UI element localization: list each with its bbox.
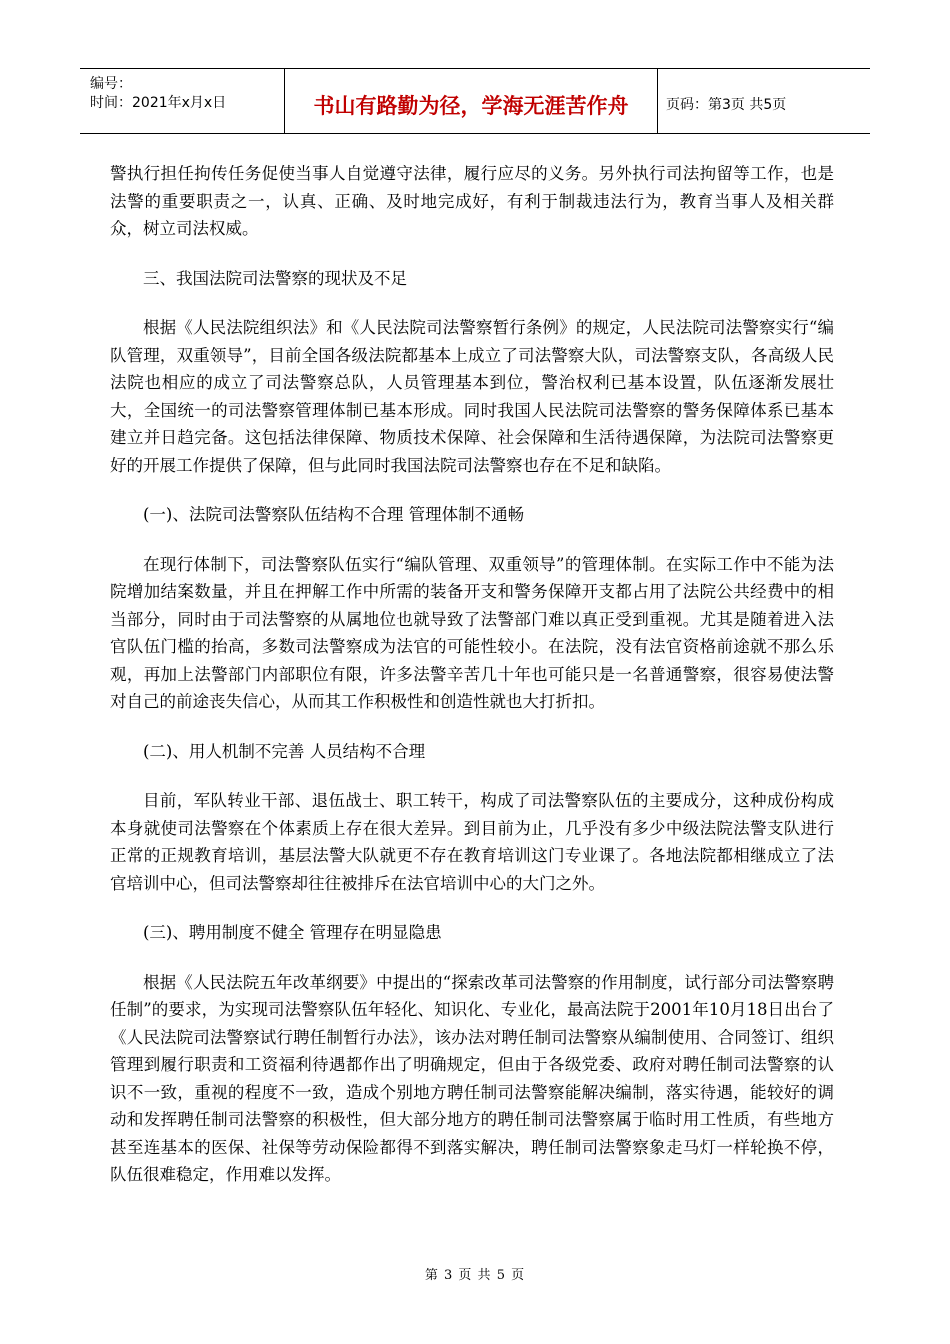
document-number-label: 编号： xyxy=(90,76,132,92)
section-heading-3: 三、我国法院司法警察的现状及不足 xyxy=(143,268,407,288)
page-footer: 第 3 页 共 5 页 xyxy=(424,1268,526,1283)
header-meta xyxy=(80,69,285,133)
document-time-label: 时间：2021年x月x日 xyxy=(90,95,227,111)
header-page-label: 页码：第3页 共5页 xyxy=(666,97,787,113)
document-body xyxy=(110,160,834,1211)
header-motto: 书山有路勤为径，学海无涯苦作舟 xyxy=(285,69,658,133)
subsection-heading-1: (一)、法院司法警察队伍结构不合理 管理体制不通畅 xyxy=(143,505,525,524)
subsection-heading-3: (三)、聘用制度不健全 管理存在明显隐患 xyxy=(143,923,442,942)
subsection-heading-2: (二)、用人机制不完善 人员结构不合理 xyxy=(143,741,426,761)
document-header xyxy=(80,68,870,134)
paragraph: 根据《人民法院五年改革纲要》中提出的“探索改革司法警察的作用制度，试行部分司法警察聘任制”的要求，为实现司法警察队伍年轻化、知识化、专业化，最高法院于2001年10月18日出台了《人民法院司法警察试行聘任制暂行办法》，该办法对聘任制司法警察从编制使用、合同签订、组织管理到履行职责和工资福利待遇都作出了明确规定，但由于各级党委、政府对聘任制司法警察的认识不一致，重视的程度不一致，造成个别地方聘任制司法警察能解决编制，落实待遇，能较好的调动和发挥聘任制司法警察的积极性，但大部分地方的聘任制司法警察属于临时用工性质，有些地方甚至连基本的医保、社保等劳动保险都得不到落实解决，聘任制司法警察象走马灯一样轮换不停，队伍很难稳定，作用难以发挥。 xyxy=(110,972,834,1184)
paragraph: 根据《人民法院组织法》和《人民法院司法警察暂行条例》的规定，人民法院司法警察实行“编队管理，双重领导”，目前全国各级法院都基本上成立了司法警察大队，司法警察支队，各高级人民法院也相应的成立了司法警察总队，人员管理基本到位，警治权利已基本设置，队伍逐渐发展壮大，全国统一的司法警察管理体制已基本形成。同时我国人民法院司法警察的警务保障体系已基本建立并日趋完备。这包括法律保障、物质技术保障、社会保障和生活待遇保障，为法院司法警察更好的开展工作提供了保障，但与此同时我国法院司法警察也存在不足和缺陷。 xyxy=(110,318,834,475)
paragraph-continuation: 警执行担任拘传任务促使当事人自觉遵守法律，履行应尽的义务。另外执行司法拘留等工作，也是法警的重要职责之一，认真、正确、及时地完成好，有利于制裁违法行为，教育当事人及相关群众，树立司法权威。 xyxy=(110,164,834,238)
paragraph: 目前，军队转业干部、退伍战士、职工转干，构成了司法警察队伍的主要成分，这种成份构成本身就使司法警察在个体素质上存在很大差异。到目前为止，几乎没有多少中级法院法警支队进行正常的正规教育培训，基层法警大队就更不存在教育培训这门专业课了。各地法院都相继成立了法官培训中心，但司法警察却往往被排斥在法官培训中心的大门之外。 xyxy=(110,791,834,893)
paragraph: 在现行体制下，司法警察队伍实行“编队管理、双重领导”的管理体制。在实际工作中不能为法院增加结案数量，并且在押解工作中所需的装备开支和警务保障开支都占用了法院公共经费中的相当部分，同时由于司法警察的从属地位也就导致了法警部门难以真正受到重视。尤其是随着进入法官队伍门槛的抬高，多数司法警察成为法官的可能性较小。在法院，没有法官资格前途就不那么乐观，再加上法警部门内部职位有限，许多法警辛苦几十年也可能只是一名普通警察，很容易使法警对自己的前途丧失信心，从而其工作积极性和创造性就也大打折扣。 xyxy=(110,554,834,711)
